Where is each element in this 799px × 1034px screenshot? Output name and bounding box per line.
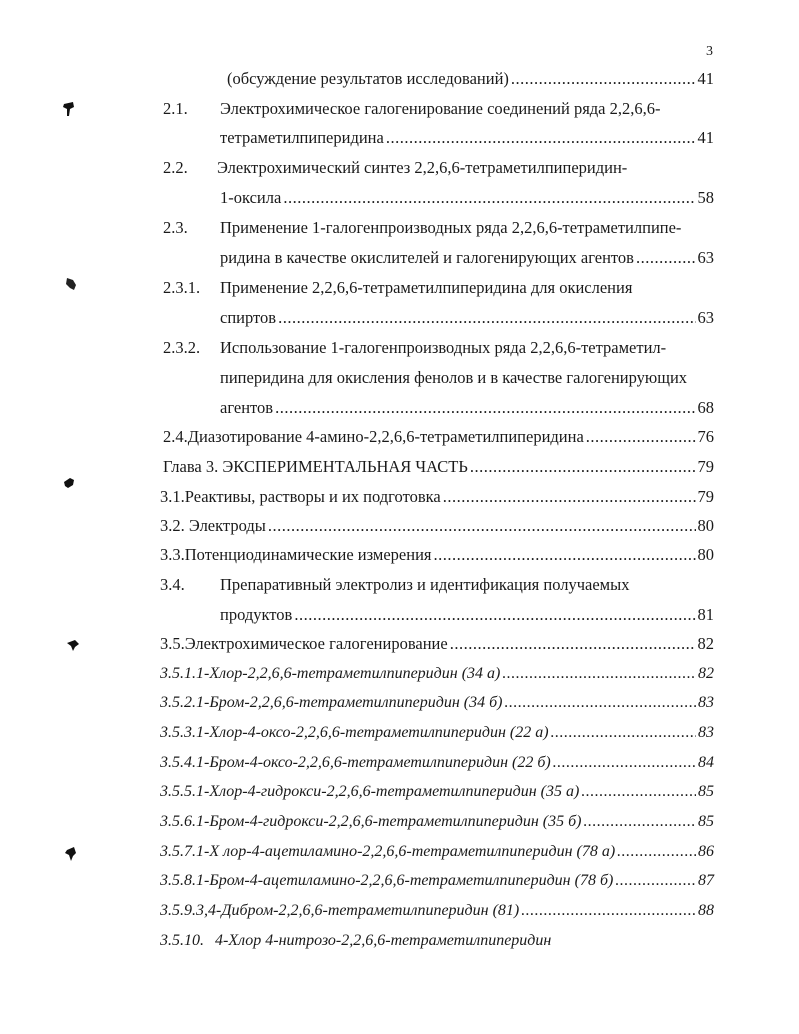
toc-entry (220, 246, 714, 270)
scan-speck (64, 846, 78, 862)
toc-entry (160, 721, 714, 745)
toc-entry-title: агентов (220, 398, 274, 417)
toc-leader-dots (434, 543, 696, 567)
toc-leader-dots (294, 603, 695, 627)
toc-entry-page: 80 (697, 545, 714, 564)
toc-leader-dots (617, 840, 696, 864)
toc-entry-title: Электрохимическое галогенирование (184, 634, 448, 653)
toc-entry-number: 2.3.1. (163, 278, 201, 297)
toc-entry-number: 3.4. (160, 575, 185, 594)
toc-entry-title: Электрохимический синтез 2,2,6,6-тетраметилпиперидин- (217, 158, 628, 177)
toc-leader-dots (386, 126, 696, 150)
toc-entry-number: 3.5.7. (160, 843, 196, 860)
toc-entry-number: 2.4. (163, 427, 188, 446)
toc-entry-page: 76 (697, 427, 714, 446)
toc-entry-page: 79 (697, 457, 714, 476)
toc-entry-page: 41 (697, 69, 714, 88)
toc-entry-number: 3.5.9. (160, 902, 196, 919)
toc-entry-page: 85 (698, 783, 714, 800)
toc-leader-dots (502, 662, 696, 686)
toc-entry-page: 87 (698, 872, 714, 889)
toc-entry-title: Диазотирование 4-амино-2,2,6,6-тетраметилпиперидина (187, 427, 584, 446)
toc-entry-page: 85 (698, 813, 714, 830)
toc-entry (160, 780, 714, 804)
toc-entry-title: Реактивы, растворы и их подготовка (184, 487, 441, 506)
toc-entry-title: 1-Бром-4-гидрокси-2,2,6,6-тетраметилпиперидин (35 б) (196, 813, 582, 830)
toc-entry-number: 3.5.1. (160, 665, 196, 682)
toc-entry-title: 1-Бром-4-ацетиламино-2,2,6,6-тетраметилпиперидин (78 б) (196, 872, 614, 889)
toc-entry (163, 216, 681, 240)
toc-entry-title: 1-Х лор-4-ацетиламино-2,2,6,6-тетраметилпиперидин (78 а) (196, 843, 616, 860)
toc-entry-page: 80 (697, 516, 714, 535)
toc-entry (160, 485, 714, 509)
toc-entry (160, 869, 714, 893)
toc-entry (160, 632, 714, 656)
toc-entry-title: пиперидина для окисления фенолов и в качестве галогенирующих (220, 368, 688, 387)
toc-leader-dots (586, 425, 696, 449)
toc-entry-page: 81 (697, 605, 714, 624)
scan-speck (62, 101, 76, 117)
toc-entry (220, 306, 714, 330)
toc-leader-dots (450, 632, 696, 656)
toc-entry-title: 3,4-Дибром-2,2,6,6-тетраметилпиперидин (81) (196, 902, 520, 919)
toc-entry-number: 3.5.3. (160, 724, 196, 741)
toc-entry-page: 82 (698, 665, 714, 682)
toc-entry (163, 455, 714, 479)
toc-entry-number: 2.1. (163, 99, 188, 118)
toc-entry-page: 88 (698, 902, 714, 919)
toc-entry-title: 1-Бром-4-оксо-2,2,6,6-тетраметилпиперидин (22 б) (196, 754, 551, 771)
page-number: 3 (706, 44, 713, 59)
toc-entry-page: 82 (697, 634, 714, 653)
toc-entry-page: 41 (697, 128, 714, 147)
toc-entry-number: 3.5.5. (160, 783, 196, 800)
toc-entry-title: продуктов (220, 605, 293, 624)
toc-entry-title: Использование 1-галогенпроизводных ряда 2,2,6,6-тетраметил- (220, 338, 667, 357)
toc-entry-page: 79 (697, 487, 714, 506)
toc-leader-dots (636, 246, 696, 270)
toc-entry-page: 83 (698, 694, 714, 711)
toc-entry-number: 2.3.2. (163, 338, 201, 357)
toc-entry (227, 67, 714, 91)
toc-entry-title: Препаративный электролиз и идентификация получаемых (220, 575, 630, 594)
toc-entry-page: 63 (697, 248, 714, 267)
toc-entry-title: тетраметилпиперидина (220, 128, 384, 147)
toc-leader-dots (553, 751, 696, 775)
toc-entry-number: 3.5.4. (160, 754, 196, 771)
toc-entry-title: 1-Хлор-2,2,6,6-тетраметилпиперидин (34 а) (196, 665, 501, 682)
toc-entry (163, 276, 632, 300)
toc-leader-dots (283, 186, 695, 210)
toc-leader-dots (278, 306, 695, 330)
toc-entry-title: 4-Хлор 4-нитрозо-2,2,6,6-тетраметилпиперидин (215, 932, 552, 949)
toc-leader-dots (615, 869, 696, 893)
toc-entry-number: 3.3. (160, 545, 185, 564)
toc-entry (163, 97, 661, 121)
toc-entry (160, 751, 714, 775)
toc-entry (220, 186, 714, 210)
toc-entry (160, 929, 551, 953)
scan-speck (62, 476, 76, 490)
toc-entry-title: 1-Бром-2,2,6,6-тетраметилпиперидин (34 б) (196, 694, 503, 711)
toc-entry-title: Применение 1-галогенпроизводных ряда 2,2,6,6-тетраметилпипе- (220, 218, 682, 237)
toc-entry (160, 899, 714, 923)
toc-entry (160, 662, 714, 686)
toc-entry-number: 3.5.10. (160, 932, 204, 949)
toc-entry-title: ридина в качестве окислителей и галогенирующих агентов (220, 248, 634, 267)
toc-entry (160, 840, 714, 864)
toc-entry-title: 1-оксила (220, 188, 282, 207)
toc-entry (160, 514, 714, 538)
toc-leader-dots (521, 899, 696, 923)
toc-leader-dots (443, 485, 696, 509)
toc-leader-dots (511, 67, 696, 91)
toc-entry (220, 603, 714, 627)
toc-entry-page: 84 (698, 754, 714, 771)
toc-entry-page: 68 (697, 398, 714, 417)
toc-entry-number: 3.5. (160, 634, 185, 653)
toc-leader-dots (581, 780, 696, 804)
scan-speck (66, 638, 80, 652)
toc-entry (220, 396, 714, 420)
toc-leader-dots (583, 810, 696, 834)
toc-entry-page: 58 (697, 188, 714, 207)
toc-entry (220, 366, 687, 390)
toc-entry-title: спиртов (220, 308, 277, 327)
toc-entry-number: 3.5.2. (160, 694, 196, 711)
toc-entry-title: Потенциодинамические измерения (184, 545, 432, 564)
toc-leader-dots (268, 514, 696, 538)
toc-leader-dots (505, 691, 697, 715)
scan-speck (64, 276, 78, 292)
toc-entry (160, 810, 714, 834)
toc-entry (160, 573, 629, 597)
toc-entry-page: 63 (697, 308, 714, 327)
toc-entry-title: Применение 2,2,6,6-тетраметилпиперидина для окисления (220, 278, 633, 297)
toc-entry-page: 86 (698, 843, 714, 860)
toc-entry (163, 336, 666, 360)
toc-leader-dots (275, 396, 695, 420)
toc-entry-page: 83 (698, 724, 714, 741)
toc-entry (163, 425, 714, 449)
toc-entry-title: Электроды (188, 516, 266, 535)
toc-entry (220, 126, 714, 150)
toc-entry-number: 3.2. (160, 516, 185, 535)
toc-entry-title: (обсуждение результатов исследований) (227, 69, 509, 88)
toc-entry-number: 2.3. (163, 218, 188, 237)
toc-leader-dots (551, 721, 696, 745)
toc-leader-dots (470, 455, 696, 479)
toc-entry-title: Глава 3. ЭКСПЕРИМЕНТАЛЬНАЯ ЧАСТЬ (163, 457, 468, 476)
toc-entry-number: 3.1. (160, 487, 185, 506)
toc-entry-number: 3.5.8. (160, 872, 196, 889)
toc-entry-title: 1-Хлор-4-гидрокси-2,2,6,6-тетраметилпиперидин (35 а) (196, 783, 580, 800)
toc-entry-number: 3.5.6. (160, 813, 196, 830)
toc-entry (160, 543, 714, 567)
toc-entry-number: 2.2. (163, 158, 188, 177)
toc-entry (163, 156, 627, 180)
toc-entry (160, 691, 714, 715)
toc-entry-title: 1-Хлор-4-оксо-2,2,6,6-тетраметилпиперидин (22 а) (196, 724, 549, 741)
toc-entry-title: Электрохимическое галогенирование соединений ряда 2,2,6,6- (220, 99, 661, 118)
